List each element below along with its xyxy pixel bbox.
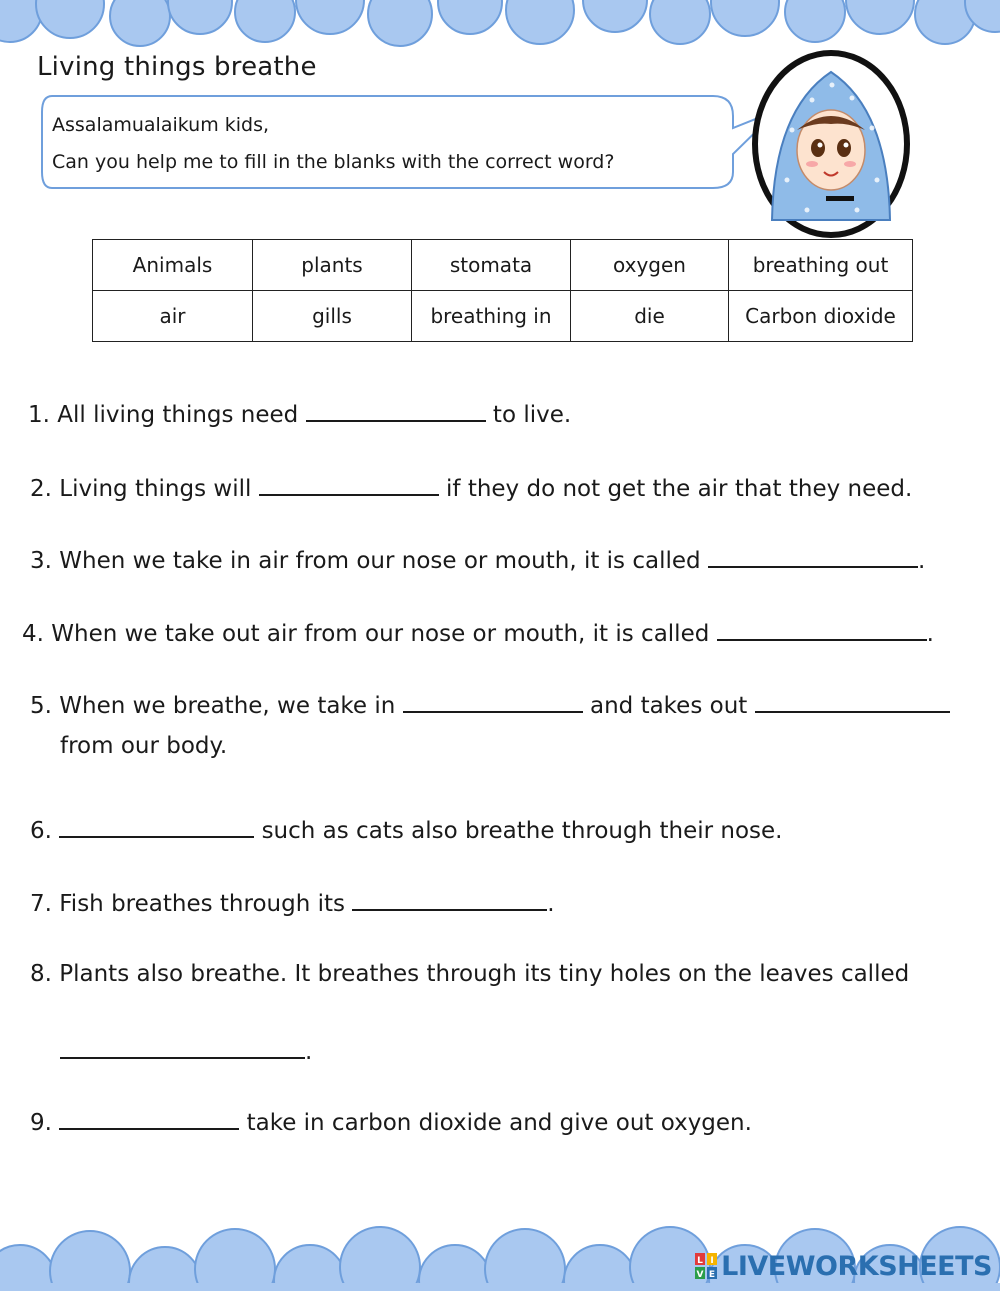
word-cell: air (93, 291, 253, 342)
table-row (93, 291, 913, 342)
question-text: 7. Fish breathes through its (30, 891, 353, 917)
word-cell: gills (253, 291, 412, 342)
word-cell: Animals (93, 240, 253, 291)
liveworksheets-logo-icon (695, 1253, 717, 1279)
answer-blank[interactable] (306, 400, 486, 422)
liveworksheets-brand[interactable] (695, 1249, 992, 1283)
answer-blank[interactable] (755, 691, 950, 713)
logo-letter: I (710, 1256, 714, 1266)
answer-blank[interactable] (717, 619, 927, 641)
question-text: if they do not get the air that they need. (438, 476, 913, 502)
question-5-continued: from our body. (60, 733, 228, 759)
word-cell: oxygen (571, 240, 729, 291)
answer-blank[interactable] (708, 546, 918, 568)
answer-blank[interactable] (59, 1108, 239, 1130)
logo-letter: L (697, 1256, 704, 1266)
question-text: 4. When we take out air from our nose or mouth, it is called (22, 621, 717, 647)
question-text: . (305, 1039, 313, 1065)
question-text: 9. (30, 1110, 60, 1136)
word-cell: breathing out (729, 240, 913, 291)
question-text: 2. Living things will (30, 476, 259, 502)
brand-text: LIVEWORKSHEETS (721, 1250, 992, 1282)
word-cell: stomata (412, 240, 571, 291)
question-text: . (917, 548, 926, 574)
answer-blank[interactable] (259, 474, 439, 496)
question-text: 1. All living things need (28, 402, 306, 428)
answer-blank[interactable] (403, 691, 583, 713)
question-text: and takes out (582, 693, 755, 719)
question-text: 5. When we breathe, we take in (30, 693, 403, 719)
question-text: 6. (30, 818, 60, 844)
question-8-blank-line (60, 1037, 312, 1065)
question-1 (28, 400, 571, 428)
answer-blank[interactable] (60, 1037, 305, 1059)
question-text: . (547, 891, 555, 917)
question-6 (30, 816, 783, 844)
question-8: 8. Plants also breathe. It breathes through its tiny holes on the leaves called (30, 961, 910, 987)
question-text: to live. (485, 402, 572, 428)
word-cell: Carbon dioxide (729, 291, 913, 342)
word-cell: plants (253, 240, 412, 291)
question-4 (22, 619, 934, 647)
question-text: take in carbon dioxide and give out oxygen. (239, 1110, 752, 1136)
question-2 (30, 474, 912, 502)
question-text: such as cats also breathe through their nose. (254, 818, 783, 844)
bubble-greeting: Assalamualaikum kids, (52, 114, 270, 136)
question-5 (30, 691, 950, 719)
question-9 (30, 1108, 752, 1136)
question-7 (30, 889, 555, 917)
word-cell: die (571, 291, 729, 342)
bubble-instruction: Can you help me to fill in the blanks with the correct word? (52, 151, 615, 173)
answer-blank[interactable] (352, 889, 547, 911)
logo-letter: V (696, 1270, 704, 1279)
word-cell: breathing in (412, 291, 571, 342)
hijab-girl-avatar (752, 50, 910, 238)
question-text: 3. When we take in air from our nose or mouth, it is called (30, 548, 708, 574)
question-3 (30, 546, 925, 574)
page-title: Living things breathe (37, 52, 317, 82)
speech-bubble (38, 92, 783, 194)
answer-blank[interactable] (59, 816, 254, 838)
question-text: . (926, 621, 934, 647)
logo-letter: E (709, 1270, 716, 1279)
table-row (93, 240, 913, 291)
word-bank-table (92, 239, 913, 342)
